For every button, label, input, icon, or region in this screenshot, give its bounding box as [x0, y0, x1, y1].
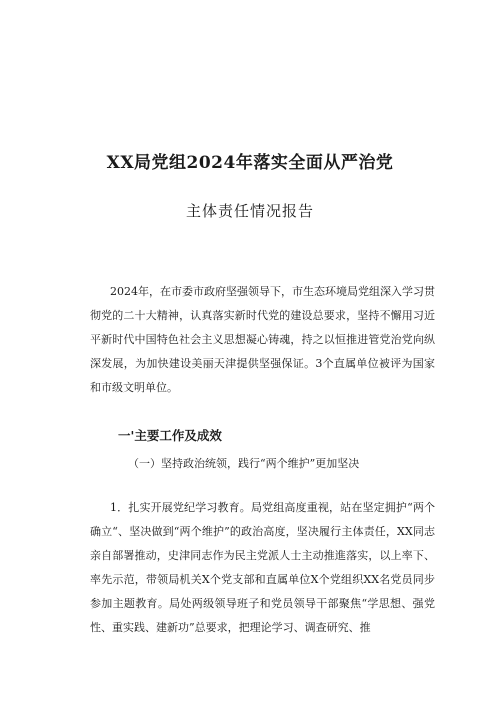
intro-paragraph [90, 280, 435, 400]
intro-paragraph-text: 2024年，在市委市政府坚强领导下，市生态环境局党组深入学习贯彻党的二十大精神，认真落实新时代党的建设总要求，坚持不懈用习近平新时代中国特色社会主义思想凝心铸魂，持之以恒推进管党治党向纵深发展，为加快建设美丽天津提供坚强保证。3个直属单位被评为国家和市级文明单位。 [90, 285, 435, 394]
body-paragraph [90, 496, 435, 640]
section-heading: 一'主要工作及成效 [118, 428, 222, 443]
document-title-line2: 主体责任情况报告 [185, 202, 314, 220]
body-paragraph-text: 1．扎实开展党纪学习教育。局党组高度重视，站在坚定拥护“两个确立“、坚决做到“两个维护”的政治高度，坚决履行主体责任，XX同志亲自部署推动，史津同志作为民主党派人士主动推進落实，以上率下、率先示范，带领局机关X个党支部和直属单位X个党组织XX名党员同步参加主题教育。局处两级领导班子和党员领导干部聚焦“学思想、强党性、重实践、建新功”总要求，把理论学习、调查研究、推 [90, 501, 435, 634]
subsection-heading: （一）坚持政治统领，践行“两个维护”更加坚决 [128, 457, 360, 470]
document-title-line1: XX局党组2024年落实全面从严治党 [106, 153, 394, 173]
